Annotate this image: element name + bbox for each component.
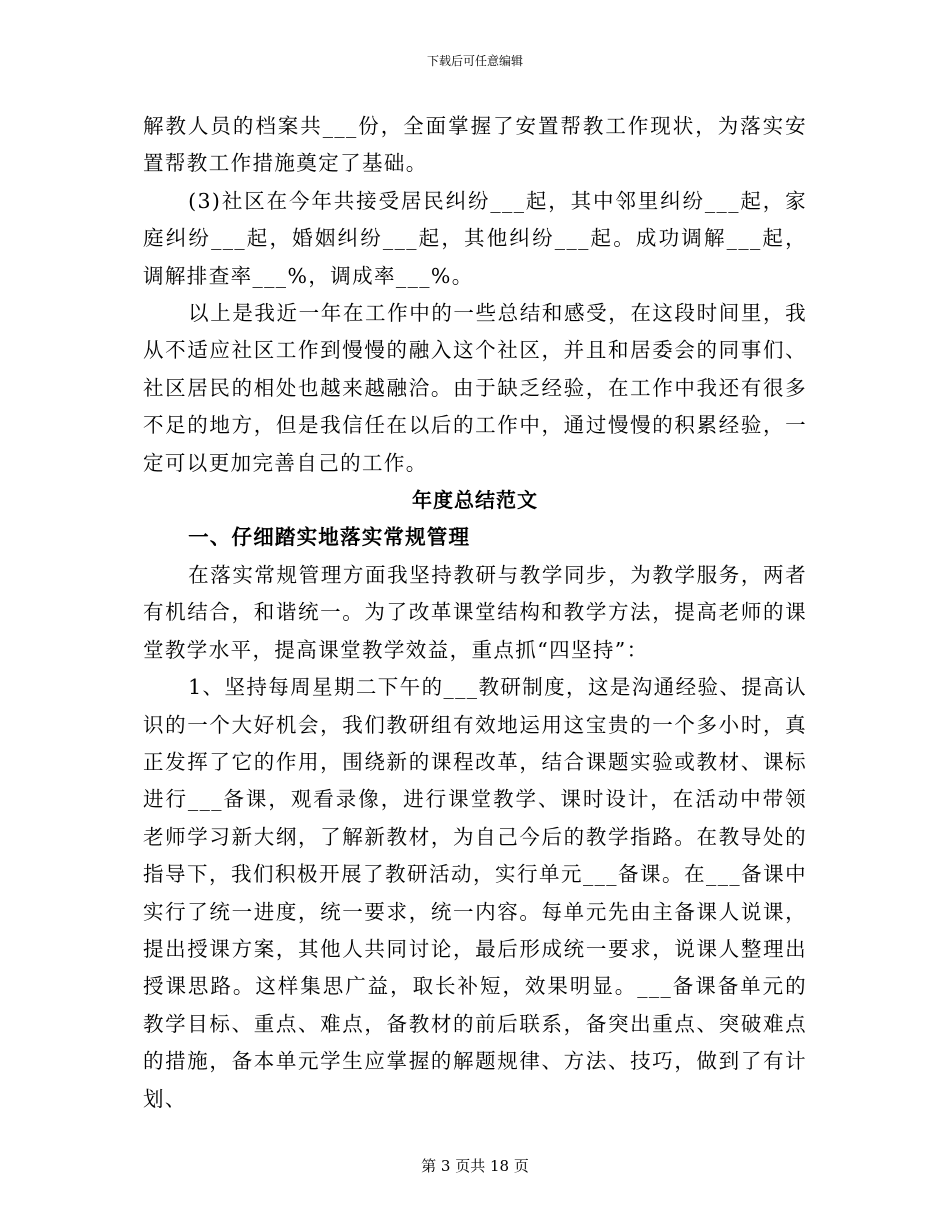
page-footer: 第 3 页共 18 页	[421, 1157, 529, 1175]
paragraph-archive-count: 解教人员的档案共___份，全面掌握了安置帮教工作现状，为落实安置帮教工作措施奠定了基础。	[143, 114, 807, 176]
paragraph-summary: 以上是我近一年在工作中的一些总结和感受，在这段时间里，我从不适应社区工作到慢慢的融入这个社区，并且和居委会的同事们、社区居民的相处也越来越融洽。由于缺乏经验，在工作中我还有很多不足的地方，但是我信任在以后的工作中，通过慢慢的积累经验，一定可以更加完善自己的工作。	[143, 301, 807, 475]
paragraph-disputes: (3)社区在今年共接受居民纠纷___起，其中邻里纠纷___起，家庭纠纷___起，婚姻纠纷___起，其他纠纷___起。成功调解___起，调解排查率___%，调成率___%。	[143, 188, 807, 288]
page-header: 下载后可任意编辑	[426, 54, 523, 68]
paragraph-routine-management: 在落实常规管理方面我坚持教研与教学同步，为教学服务，两者有机结合，和谐统一。为了改革课堂结构和教学方法，提高老师的课堂教学水平，提高课堂教学效益，重点抓“四坚持”：	[143, 562, 807, 662]
paragraph-item-1: 1、坚持每周星期二下午的___教研制度，这是沟通经验、提高认识的一个大好机会，我们教研组有效地运用这宝贵的一个多小时，真正发挥了它的作用，围绕新的课程改革，结合课题实验或教材、课标进行___备课，观看录像，进行课堂教学、课时设计，在活动中带领老师学习新大纲，了解新教材，为自己今后的教学指路。在教导处的指导下，我们积极开展了教研活动，实行单元___备课。在___备课中实行了统一进度，统一要求，统一内容。每单元先由主备课人说课，提出授课方案，其他人共同讨论，最后形成统一要求，说课人整理出授课思路。这样集思广益，取长补短，效果明显。___备课备单元的教学目标、重点、难点，备教材的前后联系，备突出重点、突破难点的措施，备本单元学生应掌握的解题规律、方法、技巧，做到了有计划、	[143, 675, 807, 1111]
section-title: 年度总结范文	[412, 488, 538, 513]
document-body	[143, 108, 807, 1118]
section-heading: 一、仔细踏实地落实常规管理	[188, 525, 471, 550]
